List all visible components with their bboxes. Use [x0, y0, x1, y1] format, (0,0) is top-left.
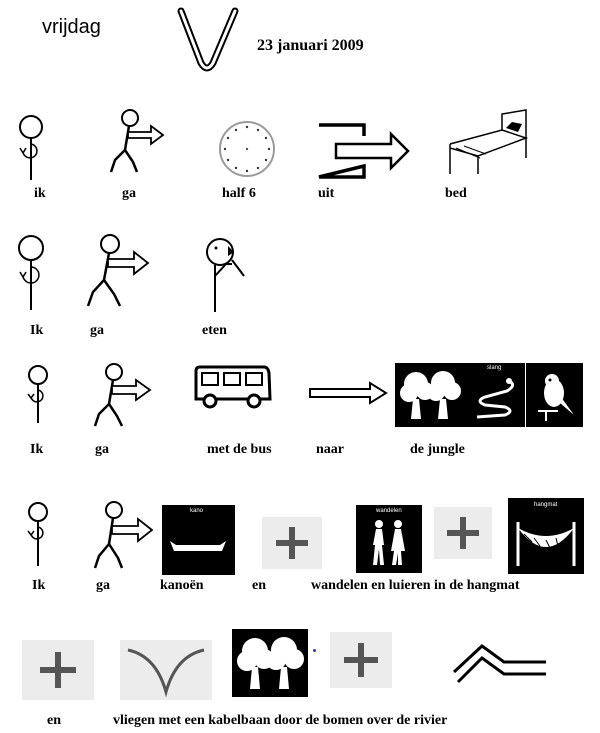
word-uit: uit	[318, 186, 335, 201]
word-ga: ga	[90, 323, 104, 338]
word-met-de-bus: met de bus	[207, 442, 272, 457]
plus-icon	[330, 632, 392, 688]
word-bed: bed	[445, 186, 467, 201]
hammock-label: hangmat	[534, 502, 558, 508]
word-en: en	[47, 713, 61, 728]
date-label: 23 januari 2009	[257, 37, 364, 54]
snake-icon	[465, 363, 525, 427]
hammock-icon	[508, 498, 584, 574]
person-self-icon	[13, 232, 49, 312]
person-self-icon	[24, 500, 52, 568]
walkers-icon	[356, 505, 422, 573]
word-ga: ga	[96, 578, 110, 593]
word-naar: naar	[316, 442, 344, 457]
clock-icon	[218, 120, 276, 178]
canoe-label: kano	[190, 508, 204, 514]
person-self-icon	[14, 112, 48, 182]
word-wandelen-en-luieren: wandelen en luieren in de hangmat	[311, 578, 520, 593]
bus-icon	[192, 365, 272, 411]
person-self-icon	[24, 363, 52, 425]
walkers-label: wandelen	[376, 508, 402, 514]
plus-icon	[22, 640, 94, 700]
trees-icon	[232, 629, 308, 697]
word-ik: Ik	[30, 442, 44, 457]
parrot-icon	[526, 363, 583, 427]
valley-icon	[120, 640, 212, 700]
word-half-6: half 6	[222, 186, 256, 201]
river-icon	[452, 638, 548, 684]
word-en: en	[252, 578, 266, 593]
trees-icon	[395, 363, 465, 427]
plus-icon	[262, 517, 322, 569]
day-label: vrijdag	[42, 16, 101, 38]
word-de-jungle: de jungle	[410, 442, 465, 457]
word-ik: Ik	[32, 578, 46, 593]
plus-icon	[434, 507, 492, 559]
word-kanoen: kanoën	[160, 578, 204, 593]
snake-label: slang	[487, 365, 502, 371]
bed-icon	[446, 108, 532, 178]
person-go-icon	[90, 362, 156, 430]
person-eat-icon	[200, 236, 256, 314]
word-ik: Ik	[30, 323, 44, 338]
word-eten: eten	[202, 323, 227, 338]
right-arrow-icon	[308, 381, 390, 405]
out-arrow-icon	[316, 122, 412, 180]
person-go-icon	[107, 108, 169, 176]
person-go-icon	[90, 500, 158, 572]
word-ga: ga	[122, 186, 136, 201]
word-vliegen-sentence: vliegen met een kabelbaan door de bomen over de rivier	[113, 713, 448, 728]
word-ik: ik	[34, 186, 46, 201]
word-ga: ga	[95, 442, 109, 457]
person-go-icon	[84, 232, 154, 310]
canoe-icon	[162, 505, 235, 575]
friday-v-icon	[178, 8, 238, 70]
blue-dot	[313, 649, 316, 652]
